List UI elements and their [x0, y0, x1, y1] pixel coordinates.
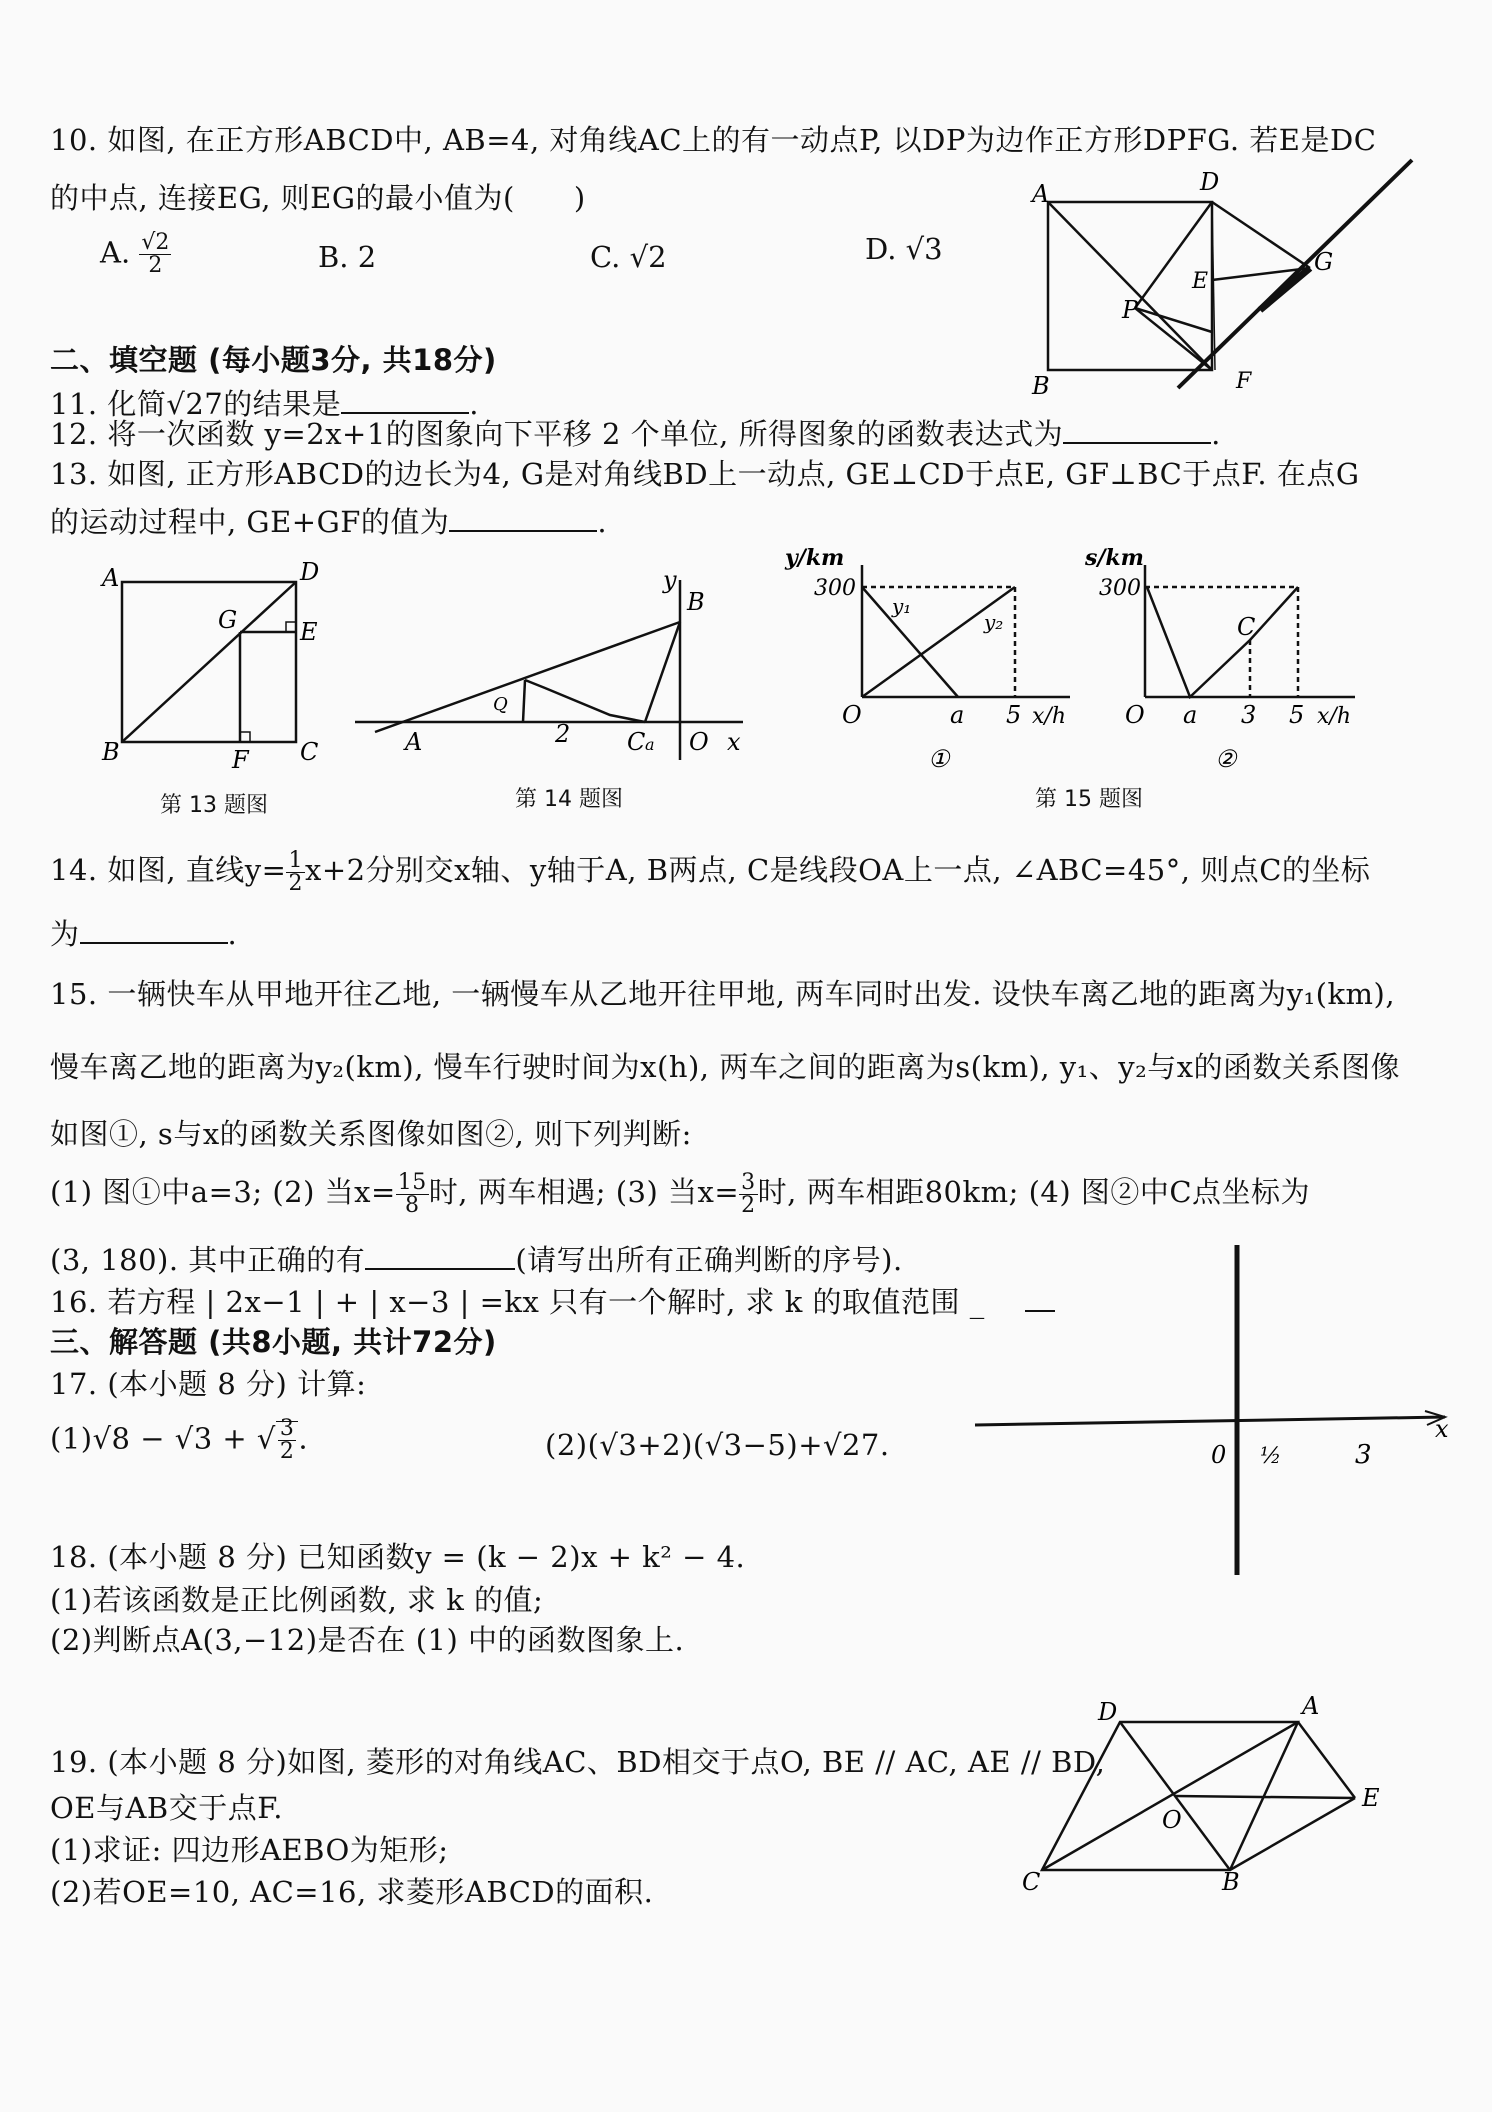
q19-line2: OE与AB交于点F.: [50, 1791, 284, 1825]
q19-label-e: E: [1362, 1784, 1380, 1812]
q19-label-o: O: [1162, 1806, 1182, 1834]
q19-label-b: B: [1222, 1868, 1240, 1896]
q17-part2: (2)(√3+2)(√3−5)+√27.: [545, 1428, 890, 1462]
fig15a-y1: y₁: [892, 594, 912, 618]
fig13-label-c: C: [300, 738, 319, 766]
q11: 11. 化简√27的结果是 .: [50, 387, 479, 421]
q10-line1: 10. 如图, 在正方形ABCD中, AB=4, 对角线AC上的有一动点P, 以DP为边作正方形DPFG. 若E是DC: [50, 123, 1377, 157]
q15-line4: (1) 图①中a=3; (2) 当x= $\frac{15}{8}$ 时, 两车相遇; (3) 当x= $\frac{3}{2}$ 时, 两车相距80km; (4) 图②中C点坐标为: [50, 1169, 1311, 1218]
fig15b-origin: O: [1125, 701, 1145, 729]
q17-part1: (1)√8 − √3 + √ $\frac{3}{2}$ .: [50, 1416, 309, 1464]
number-line-sketch: [975, 1245, 1455, 1585]
fig14-label-b: B: [687, 588, 705, 616]
fig14-note-q: Q: [493, 694, 508, 715]
fig14-label-o: O: [689, 728, 709, 756]
caption-fig15: 第 15 题图: [1035, 787, 1143, 812]
q10-label-b: B: [1032, 372, 1050, 400]
fig15b: [1085, 545, 1385, 775]
caption-fig14: 第 14 题图: [515, 787, 623, 812]
q10-option-b: B. 2: [318, 240, 377, 274]
fig13-label-g: G: [218, 606, 238, 634]
fig14-label-a: A: [405, 728, 423, 756]
fig15b-xlabel: x/h: [1317, 704, 1351, 729]
sketch-three: 3: [1355, 1440, 1372, 1470]
fig13-label-a: A: [102, 564, 120, 592]
fig15b-ylabel: s/km: [1085, 545, 1144, 571]
q15-line3: 如图①, s与x的函数关系图像如图②, 则下列判断:: [50, 1117, 692, 1151]
q19-part2: (2)若OE=10, AC=16, 求菱形ABCD的面积.: [50, 1875, 654, 1909]
fig15a-ylabel: y/km: [785, 545, 845, 571]
q19-label-d: D: [1098, 1698, 1118, 1726]
fig14-label-x: x: [727, 728, 741, 756]
fig15b-a: a: [1183, 701, 1198, 729]
fig15b-x5: 5: [1289, 701, 1305, 729]
fig15a-x5: 5: [1006, 701, 1022, 729]
fig15a-mark: ①: [928, 745, 950, 773]
q18-title: 18. (本小题 8 分) 已知函数y = (k − 2)x + k² − 4.: [50, 1540, 746, 1574]
fig14-label-ca: a: [645, 735, 655, 754]
fig14-label-c: C: [627, 728, 646, 756]
q12-answer-blank[interactable]: [1063, 416, 1211, 444]
section3-title: 三、解答题 (共8小题, 共计72分): [50, 1325, 497, 1359]
q10-option-a: A. $\frac{√2}{2}$: [100, 230, 170, 278]
q11-answer-blank[interactable]: [341, 386, 469, 414]
fig15a-y2: y₂: [984, 610, 1004, 634]
caption-fig13: 第 13 题图: [160, 793, 268, 818]
q19-line1: 19. (本小题 8 分)如图, 菱形的对角线AC、BD相交于点O, BE // AC, AE // BD,: [50, 1745, 1106, 1779]
fig15a-xlabel: x/h: [1032, 704, 1066, 729]
q15-line5: (3, 180). 其中正确的有 (请写出所有正确判断的序号).: [50, 1243, 903, 1277]
q13-line2: 的运动过程中, GE+GF的值为 .: [50, 505, 608, 539]
q17-title: 17. (本小题 8 分) 计算:: [50, 1367, 367, 1401]
q14-answer-blank[interactable]: [80, 916, 228, 944]
q19-figure: [1010, 1690, 1410, 1896]
q10-option-d: D. √3: [865, 232, 943, 266]
fig13-label-f: F: [232, 746, 249, 774]
q19-label-c: C: [1022, 1868, 1041, 1896]
q10-label-e: E: [1192, 269, 1209, 294]
q10-label-d: D: [1200, 168, 1220, 196]
q10-line2: 的中点, 连接EG, 则EG的最小值为( ): [50, 181, 586, 215]
fig15b-c: C: [1237, 613, 1256, 641]
q18-part2: (2)判断点A(3,−12)是否在 (1) 中的函数图象上.: [50, 1623, 685, 1657]
q19-label-a: A: [1302, 1692, 1320, 1720]
q13-answer-blank[interactable]: [449, 504, 597, 532]
q10-option-c: C. √2: [590, 240, 667, 274]
fig13: [100, 558, 340, 774]
fig15a-y300: 300: [814, 576, 856, 601]
q15-line2: 慢车离乙地的距离为y₂(km), 慢车行驶时间为x(h), 两车之间的距离为s(km), y₁、y₂与x的函数关系图像: [50, 1050, 1401, 1084]
q10-figure: [1030, 160, 1450, 410]
fig15b-mark: ②: [1215, 745, 1237, 773]
fig13-label-e: E: [300, 618, 318, 646]
sketch-x: x: [1435, 1415, 1449, 1443]
fig15b-x3: 3: [1241, 701, 1257, 729]
sketch-half: ½: [1260, 1444, 1282, 1469]
fig15a-origin: O: [842, 701, 862, 729]
fig13-label-b: B: [102, 738, 120, 766]
fig15b-y300: 300: [1099, 576, 1141, 601]
fig14-note-2: 2: [555, 720, 571, 748]
q12: 12. 将一次函数 y=2x+1的图象向下平移 2 个单位, 所得图象的函数表达式为 .: [50, 417, 1221, 451]
q14-line1: 14. 如图, 直线y= $\frac{1}{2}$ x+2分别交x轴、y轴于A, B两点, C是线段OA上一点, ∠ABC=45°, 则点C的坐标: [50, 847, 1371, 896]
q16: 16. 若方程 | 2x−1 | + | x−3 | =kx 只有一个解时, 求 k 的取值范围 _: [50, 1280, 1055, 1321]
q19-part1: (1)求证: 四边形AEBO为矩形;: [50, 1833, 449, 1867]
q15-answer-blank[interactable]: [365, 1242, 515, 1270]
fig14: [355, 566, 755, 770]
q14-line2: 为 .: [50, 917, 238, 951]
fig13-label-d: D: [300, 558, 320, 586]
fig14-label-y: y: [663, 566, 677, 594]
section2-title: 二、填空题 (每小题3分, 共18分): [50, 343, 497, 377]
q10-label-a: A: [1032, 180, 1050, 208]
fig15a: [780, 545, 1080, 775]
q10-label-g: G: [1314, 248, 1334, 276]
q15-line1: 15. 一辆快车从甲地开往乙地, 一辆慢车从乙地开往甲地, 两车同时出发. 设快车离乙地的距离为y₁(km),: [50, 977, 1396, 1011]
fig15a-a: a: [950, 701, 965, 729]
q10-label-p: P: [1122, 296, 1139, 324]
q13-line1: 13. 如图, 正方形ABCD的边长为4, G是对角线BD上一动点, GE⊥CD于点E, GF⊥BC于点F. 在点G: [50, 457, 1360, 491]
q10-label-f: F: [1236, 369, 1252, 394]
q18-part1: (1)若该函数是正比例函数, 求 k 的值;: [50, 1583, 544, 1617]
sketch-origin: 0: [1211, 1441, 1227, 1469]
